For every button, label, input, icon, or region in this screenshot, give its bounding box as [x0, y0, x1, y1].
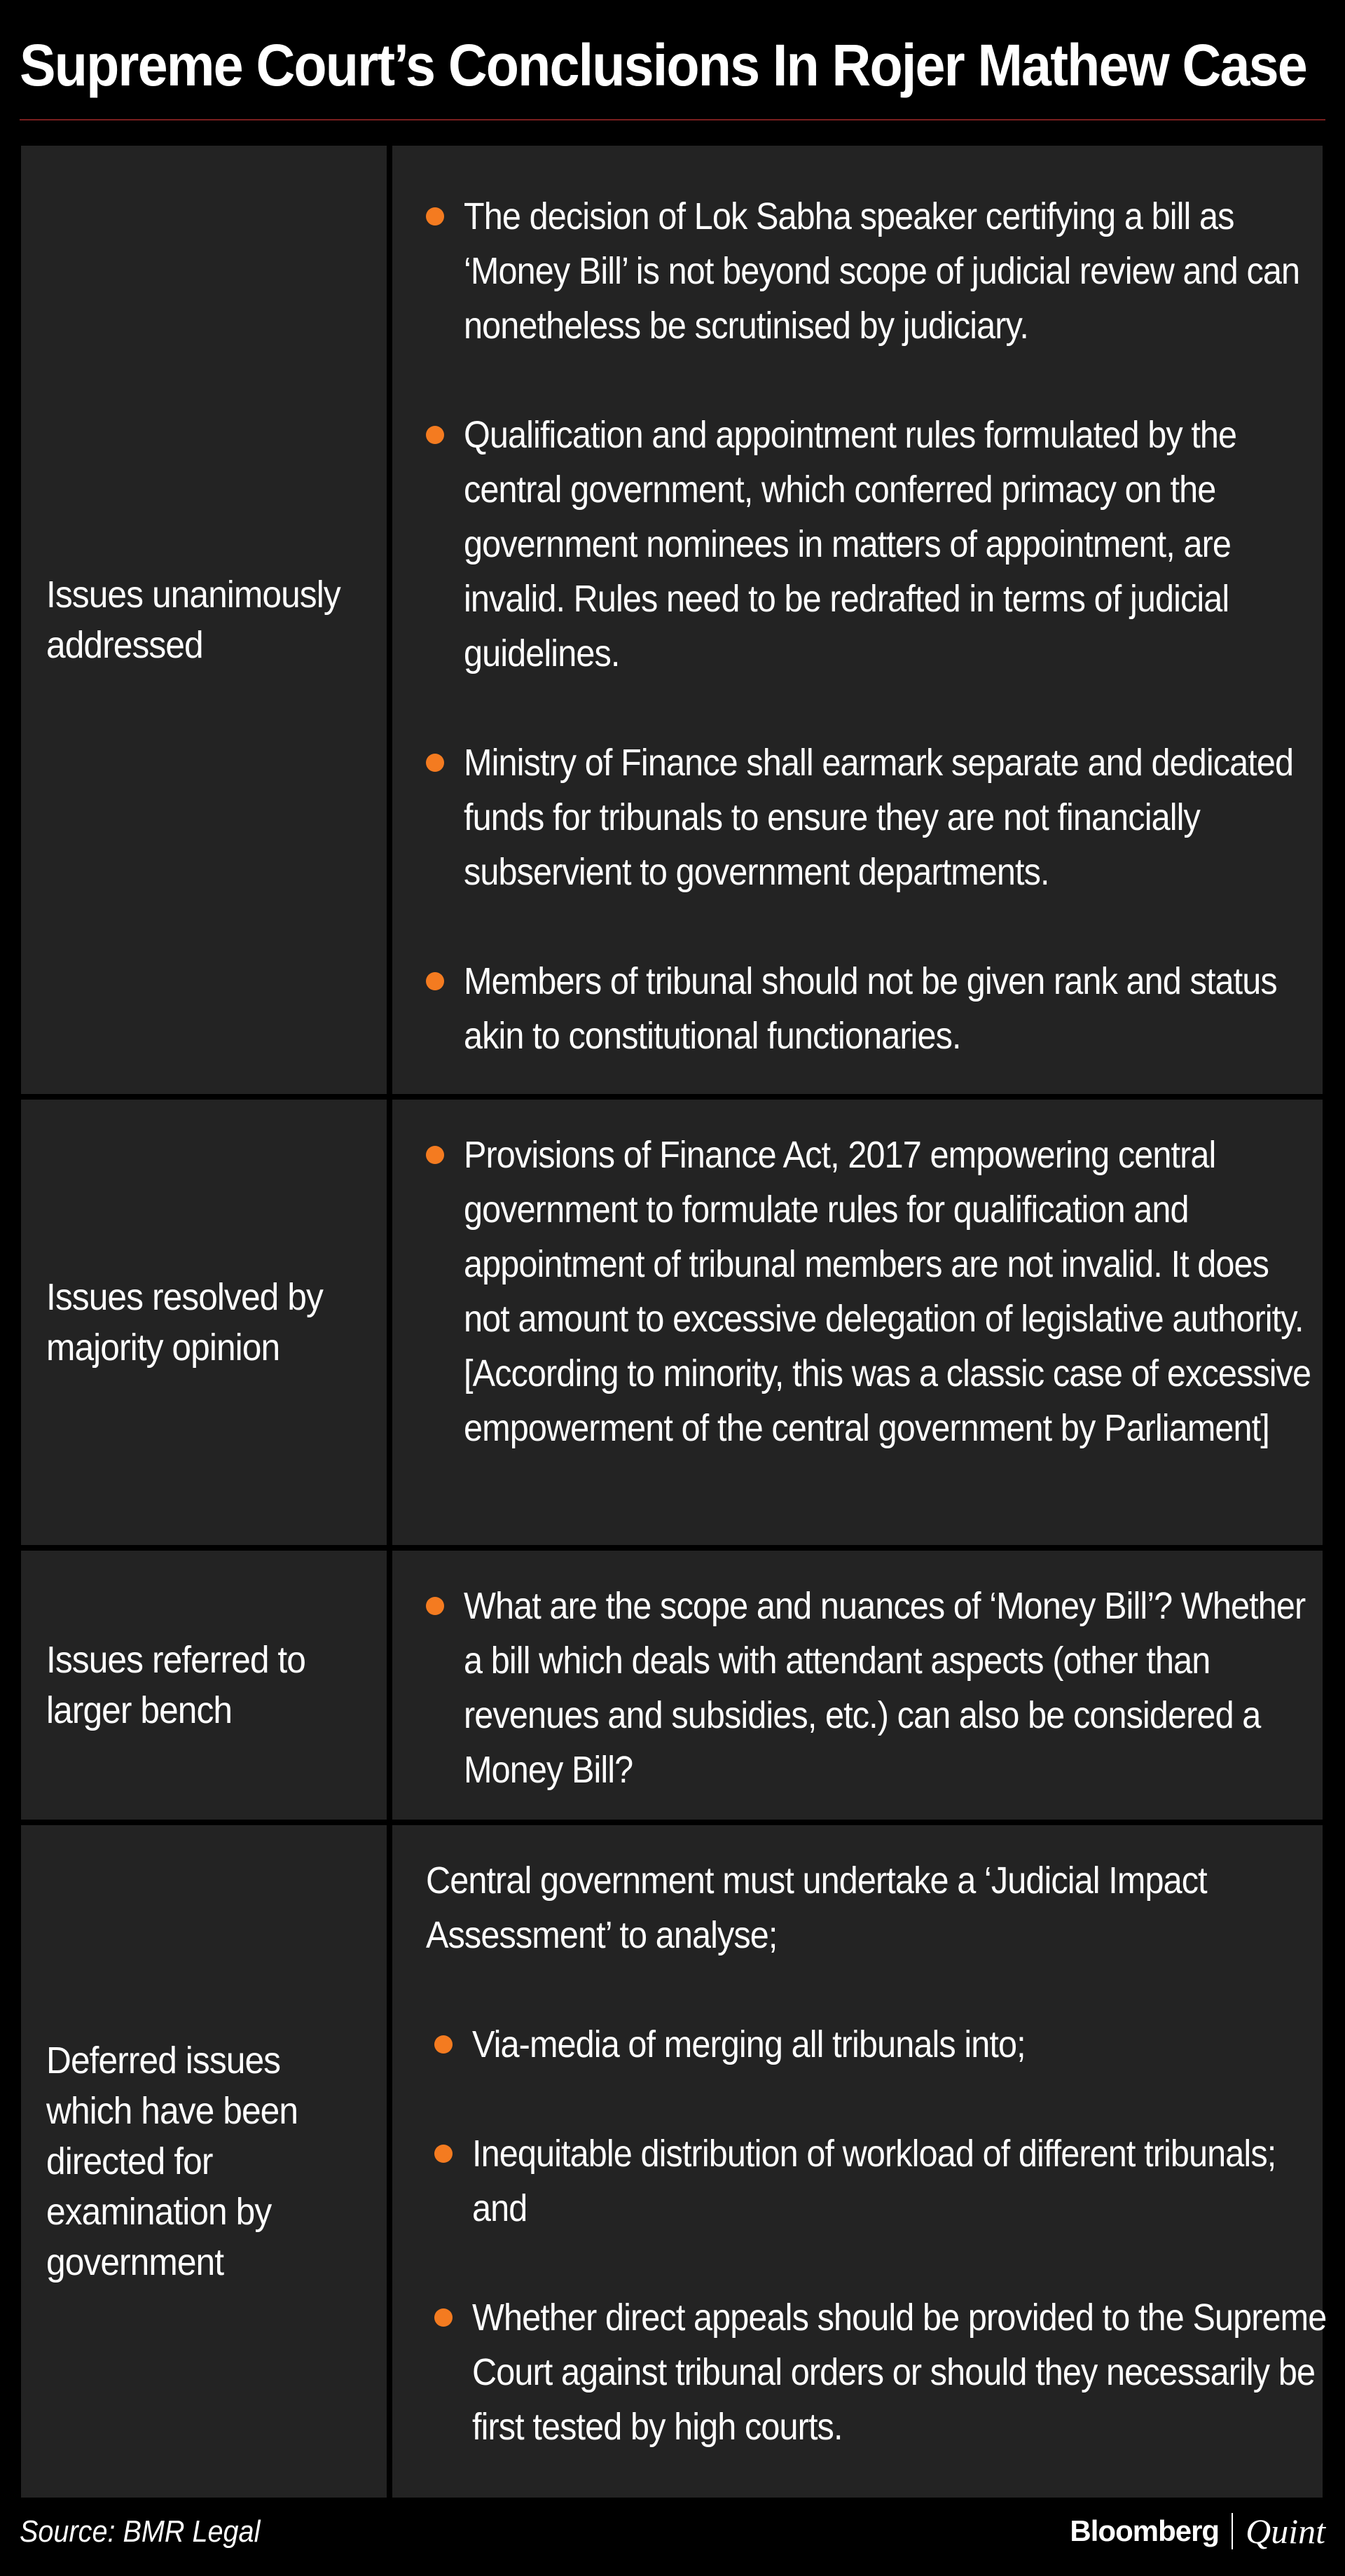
bullet-text: Provisions of Finance Act, 2017 empowering central government to formulate rules for qualification and appointment of tribunal members are not invalid. It does not amount to excessive delegation of legislative authority. [According to minority, this was a classic case of excessive empowerment of the central government by Parliament] — [464, 1134, 1311, 1449]
bullet-text: Via-media of merging all tribunals into; — [472, 2023, 1026, 2065]
list-item — [426, 1579, 1306, 1797]
list-item — [426, 735, 1295, 899]
row-label: Issues resolved by majority opinion — [46, 1276, 323, 1369]
brand-secondary: Quint — [1246, 2512, 1325, 2551]
row-content-cell — [392, 1551, 1323, 1820]
conclusions-table — [21, 146, 1327, 2498]
list-item — [426, 408, 1295, 681]
bullet-text: Qualification and appointment rules formulated by the central government, which conferred primacy on the government nominees in matters of appointment, are invalid. Rules need to be redrafted in terms of judicial guidelines. — [464, 414, 1237, 674]
bullet-text: Ministry of Finance shall earmark separate and dedicated funds for tribunals to ensure they are not financially subservient to government departments. — [464, 742, 1294, 893]
bullet-dot-icon — [426, 972, 444, 990]
row-content-cell — [392, 146, 1323, 1094]
list-item — [434, 2290, 1327, 2454]
row-intro-text: Central government must undertake a ‘Judicial Impact Assessment’ to analyse; — [426, 1860, 1207, 1956]
brand-divider — [1232, 2513, 1233, 2549]
list-item — [426, 954, 1295, 1063]
list-item — [434, 2126, 1295, 2236]
bullet-dot-icon — [434, 2035, 453, 2054]
bullet-text: Members of tribunal should not be given rank and status akin to constitutional functionaries. — [464, 960, 1277, 1057]
list-item — [434, 2017, 1295, 2072]
source-credit: Source: BMR Legal — [20, 2514, 261, 2549]
row-label-cell — [21, 1100, 387, 1545]
row-content-cell — [392, 1100, 1323, 1545]
row-content-cell — [392, 1825, 1327, 2498]
bullet-dot-icon — [426, 754, 444, 772]
bullet-text: Whether direct appeals should be provided to the Supreme Court against tribunal orders or should they necessarily be first tested by high courts. — [472, 2297, 1327, 2448]
bullet-dot-icon — [426, 1597, 444, 1615]
brand-logo — [1070, 2509, 1325, 2554]
bullet-text: Inequitable distribution of workload of different tribunals; and — [472, 2133, 1276, 2229]
title-divider — [20, 119, 1325, 120]
brand-primary: Bloomberg — [1070, 2514, 1220, 2547]
row-label-cell — [21, 1551, 387, 1820]
row-label-cell — [21, 1825, 387, 2498]
bullet-dot-icon — [434, 2145, 453, 2163]
bullet-text: The decision of Lok Sabha speaker certifying a bill as ‘Money Bill’ is not beyond scope of judicial review and can nonetheless be scrutinised by judiciary. — [464, 195, 1300, 347]
row-label: Issues referred to larger bench — [46, 1639, 306, 1731]
bullet-dot-icon — [426, 426, 444, 444]
bullet-list — [426, 189, 1300, 1063]
bullet-dot-icon — [426, 1146, 444, 1164]
bullet-list — [426, 1128, 1311, 1455]
row-label-cell — [21, 146, 387, 1094]
row-label: Issues unanimously addressed — [46, 574, 340, 666]
row-label: Deferred issues which have been directed for examination by government — [46, 2040, 298, 2283]
page-title: Supreme Court’s Conclusions In Rojer Mathew Case — [20, 32, 1306, 98]
bullet-dot-icon — [426, 207, 444, 226]
bullet-dot-icon — [434, 2308, 453, 2327]
bullet-list — [426, 2017, 1327, 2454]
bullet-text: What are the scope and nuances of ‘Money Bill’? Whether a bill which deals with attendant aspects (other than revenues and subsidies, etc.) can also be considered a Money Bill? — [464, 1585, 1306, 1791]
bullet-list — [426, 1579, 1306, 1797]
list-item — [426, 189, 1300, 353]
list-item — [426, 1128, 1311, 1455]
